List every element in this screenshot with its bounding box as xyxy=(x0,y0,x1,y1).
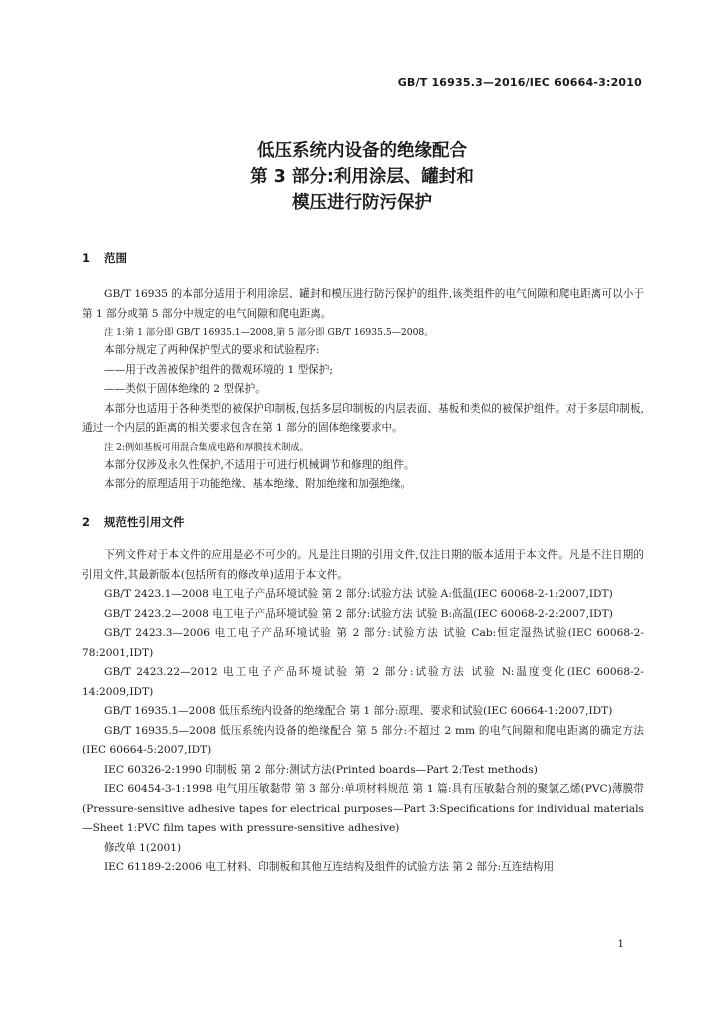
paragraph: 本部分也适用于各种类型的被保护印制板,包括多层印制板的内层表面、基板和类似的被保护组件。对于多层印制板,通过一个内层的距离的相关要求包含在第 1 部分的固体绝缘要求中。 xyxy=(82,402,644,434)
reference-item: GB/T 2423.1—2008 电工电子产品环境试验 第 2 部分:试验方法 试验 A:低温(IEC 60068-2-1:2007,IDT) xyxy=(104,588,613,600)
document-title xyxy=(0,138,724,216)
note: 注 1:第 1 部分即 GB/T 16935.1—2008,第 5 部分即 GB/T 16935.5—2008。 xyxy=(104,327,434,338)
reference-item: IEC 60454-3-1:1998 电气用压敏黏带 第 3 部分:单项材料规范 第 1 篇:具有压敏黏合剂的聚氯乙烯(PVC)薄膜带(Pressure-sensitive adhesive tapes for electrical purposes—Part 3:Specifications for individual materials—Sheet 1:PVC film tapes with pressure-sensitive adhesive) xyxy=(82,783,644,834)
section-1-title: 范围 xyxy=(104,251,127,265)
paragraph: 本部分的原理适用于功能绝缘、基本绝缘、附加绝缘和加强绝缘。 xyxy=(104,478,412,490)
list-item: ——类似于固体绝缘的 2 型保护。 xyxy=(104,383,266,395)
title-line-1: 低压系统内设备的绝缘配合 xyxy=(257,141,467,161)
reference-item: GB/T 2423.2—2008 电工电子产品环境试验 第 2 部分:试验方法 试验 B:高温(IEC 60068-2-2:2007,IDT) xyxy=(104,607,613,620)
section-2-body xyxy=(82,546,644,878)
page-number: 1 xyxy=(617,938,624,950)
section-2-heading xyxy=(82,514,185,530)
reference-item: IEC 60326-2:1990 印制板 第 2 部分:测试方法(Printed boards—Part 2:Test methods) xyxy=(104,763,538,776)
reference-item: 修改单 1(2001) xyxy=(104,841,182,854)
section-1-heading xyxy=(82,250,127,266)
standard-number: GB/T 16935.3—2016/IEC 60664-3:2010 xyxy=(397,76,642,89)
paragraph: 本部分仅涉及永久性保护,不适用于可进行机械调节和修理的组件。 xyxy=(104,458,415,471)
reference-item: GB/T 2423.22—2012 电工电子产品环境试验 第 2 部分:试验方法 试验 N:温度变化(IEC 60068-2-14:2009,IDT) xyxy=(82,666,644,698)
reference-item: GB/T 2423.3—2006 电工电子产品环境试验 第 2 部分:试验方法 试验 Cab:恒定湿热试验(IEC 60068-2-78:2001,IDT) xyxy=(82,627,644,659)
reference-item: GB/T 16935.1—2008 低压系统内设备的绝缘配合 第 1 部分:原理、要求和试验(IEC 60664-1:2007,IDT) xyxy=(104,705,613,717)
note: 注 2:例如基板可用混合集成电路和厚膜技术制成。 xyxy=(104,441,309,453)
section-1-body xyxy=(82,285,644,495)
section-1-number: 1 xyxy=(82,251,91,265)
list-item: ——用于改善被保护组件的微观环境的 1 型保护; xyxy=(104,363,333,376)
section-2-title: 规范性引用文件 xyxy=(104,515,185,529)
section-2-number: 2 xyxy=(82,515,91,529)
title-line-3: 模压进行防污保护 xyxy=(292,193,432,213)
title-line-2: 第 3 部分:利用涂层、罐封和 xyxy=(250,167,474,187)
paragraph: 下列文件对于本文件的应用是必不可少的。凡是注日期的引用文件,仅注日期的版本适用于本文件。凡是不注日期的引用文件,其最新版本(包括所有的修改单)适用于本文件。 xyxy=(82,549,644,581)
reference-item: IEC 61189-2:2006 电工材料、印制板和其他互连结构及组件的试验方法 第 2 部分:互连结构用 xyxy=(104,861,555,873)
reference-item: GB/T 16935.5—2008 低压系统内设备的绝缘配合 第 5 部分:不超过 2 mm 的电气间隙和爬电距离的确定方法(IEC 60664-5:2007,IDT) xyxy=(82,724,644,756)
paragraph: GB/T 16935 的本部分适用于利用涂层、罐封和模压进行防污保护的组件,该类组件的电气间隙和爬电距离可以小于第 1 部分或第 5 部分中规定的电气间隙和爬电距离。 xyxy=(82,288,644,320)
paragraph: 本部分规定了两种保护型式的要求和试验程序: xyxy=(104,344,320,356)
